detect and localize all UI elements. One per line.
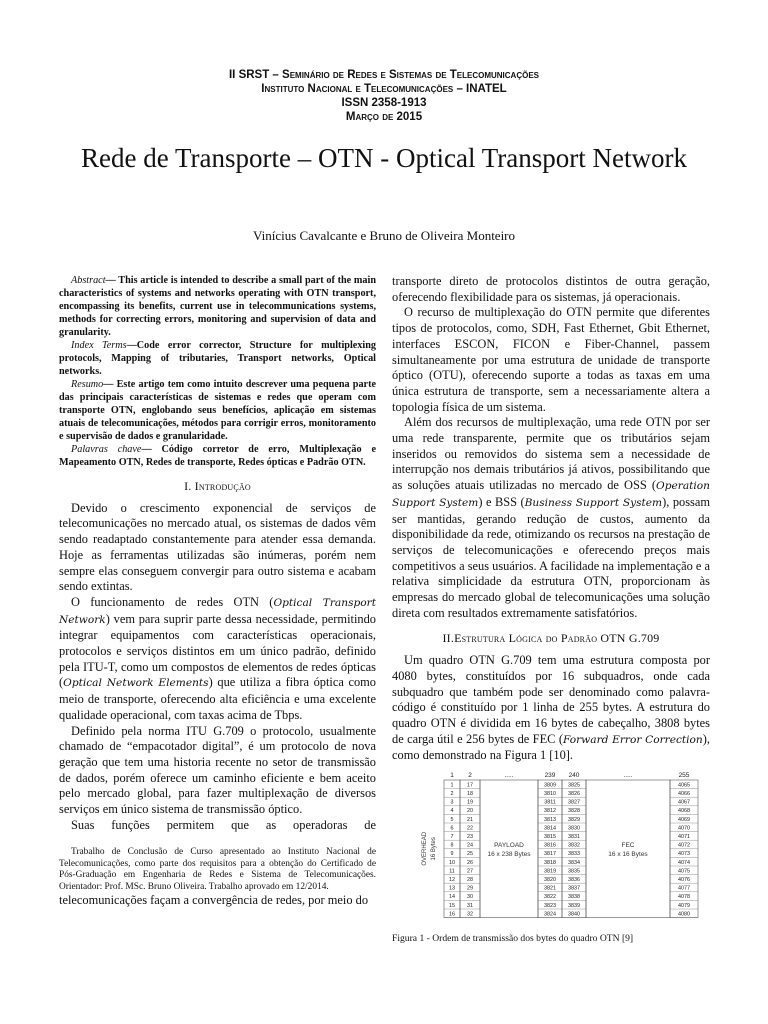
byte-cell-col1-15: 16 (449, 911, 455, 918)
byte-cell-col2-8: 25 (467, 851, 473, 858)
byte-cell-col239-10: 3819 (544, 868, 556, 875)
overhead-label: OVERHEAD (422, 832, 428, 866)
byte-cell-col239-5: 3814 (544, 825, 556, 832)
byte-cell-col240-12: 3837 (568, 885, 580, 892)
intro-paragraph-2 (59, 595, 376, 724)
byte-cell-col255-14: 4079 (678, 902, 690, 909)
byte-cell-col2-9: 26 (467, 859, 473, 866)
byte-cell-col255-15: 4080 (678, 911, 690, 918)
byte-cell-col2-5: 22 (467, 825, 473, 832)
byte-cell-col255-8: 4073 (678, 851, 690, 858)
column-header-5: ..... (623, 772, 633, 780)
byte-cell-col2-1: 18 (467, 791, 473, 798)
byte-cell-col240-8: 3833 (568, 851, 580, 858)
structure-p1-text-c: ), como demonstrado na Figura 1 [10]. (392, 731, 710, 763)
left-column-last-line: telecomunicações façam a convergência de redes, por meio do (59, 893, 369, 908)
byte-cell-col239-3: 3812 (544, 808, 556, 815)
section-2-heading: II.Estrutura Lógica do Padrão OTN G.709 (442, 631, 660, 646)
byte-cell-col240-15: 3840 (568, 911, 580, 918)
abstract-label: Abstract (71, 275, 106, 286)
byte-cell-col1-1: 2 (450, 791, 454, 798)
column-header-6: 255 (678, 772, 690, 780)
byte-cell-col255-1: 4066 (678, 791, 690, 798)
byte-cell-col239-8: 3817 (544, 851, 556, 858)
byte-cell-col240-9: 3834 (568, 859, 580, 866)
intro-p2-italic-b: Optical Transport Network (59, 596, 376, 626)
header-line-3: ISSN 2358-1913 (341, 97, 427, 109)
fec-sub-label: 16 x 16 Bytes (608, 850, 648, 858)
byte-cell-col240-10: 3835 (568, 868, 580, 875)
byte-cell-col239-6: 3815 (544, 834, 556, 841)
byte-cell-col255-2: 4067 (678, 799, 690, 806)
column-header-3: 239 (544, 772, 556, 780)
header-line-1: II SRST – Seminário de Redes e Sistemas de Telecomunicações (228, 69, 539, 81)
structure-p1-italic-b: Forward Error Correction (562, 733, 703, 746)
right-p2-italic-b: Operation Support System (392, 480, 710, 509)
byte-cell-col255-5: 4070 (678, 825, 690, 832)
byte-cell-col239-15: 3824 (544, 911, 556, 918)
intro-p2-italic-d: Optical Network Elements (63, 677, 209, 690)
palavras-text: — Código corretor de erro, Multiplexação e Mapeamento OTN, Redes de transporte, Redes ópticas e Padrão OTN. (59, 444, 376, 468)
byte-cell-col255-13: 4078 (678, 894, 690, 901)
byte-cell-col1-5: 6 (450, 825, 454, 832)
byte-cell-col2-2: 19 (467, 799, 473, 806)
byte-cell-col240-11: 3836 (568, 877, 580, 884)
byte-cell-col1-14: 15 (449, 902, 455, 909)
byte-cell-col1-0: 1 (450, 782, 454, 789)
byte-cell-col2-10: 27 (467, 868, 473, 875)
byte-cell-col2-4: 21 (467, 816, 473, 823)
byte-cell-col1-7: 8 (450, 842, 454, 849)
byte-cell-col255-7: 4072 (678, 842, 690, 849)
overhead-sub-label: 16 Bytes (431, 837, 437, 861)
byte-cell-col240-5: 3830 (568, 825, 580, 832)
right-p2-text-c: ) e BSS ( (478, 494, 525, 509)
byte-cell-col240-14: 3839 (568, 902, 580, 909)
paper-title: Rede de Transporte – OTN - Optical Transport Network (81, 143, 687, 173)
column-header-4: 240 (568, 772, 580, 780)
column-header-1: 2 (468, 772, 472, 780)
byte-cell-col2-0: 17 (467, 782, 473, 789)
structure-p1-text-a: Um quadro OTN G.709 tem uma estrutura composta por 4080 bytes, constituídos por 16 subquadros, onde cada subquadro que também pode ser denominado como palavra-código é constituído por 1 linha de 255 bytes. A estrutura do quadro OTN é dividida em 16 bytes de cabeçalho, 3808 bytes de carga útil e 256 bytes de FEC ( (392, 653, 710, 746)
right-p2-text-a: Além dos recursos de multiplexação, uma rede OTN por ser uma rede transparente, permite que os tributários sejam inseridos ou removidos do sistema sem a necessidade de interrupção nos demais tributários já ativos, possibilitando que as soluções atuais utilizadas no mercado de OSS ( (392, 415, 710, 493)
byte-cell-col240-3: 3828 (568, 808, 580, 815)
byte-cell-col1-6: 7 (450, 834, 454, 841)
intro-p2-text-e: ) que utiliza a fibra óptica como meio de transporte, oferecendo alta eficiência e uma excelente qualidade operacional, com taxas acima de Tbps. (59, 675, 377, 722)
byte-cell-col239-0: 3809 (544, 782, 556, 789)
figure-1-caption: Figura 1 - Ordem de transmissão dos bytes do quadro OTN [9] (392, 932, 634, 944)
paper-authors: Vinícius Cavalcante e Bruno de Oliveira Monteiro (252, 228, 516, 243)
abstract-text: — This article is intended to describe a small part of the main characteristics of systems and networks operating with OTN transport, encompassing its benefits, current use in telecommunications systems, methods for correcting errors, monitoring and supervision of data and granularity. (59, 275, 376, 338)
byte-cell-col1-8: 9 (450, 851, 454, 858)
byte-cell-col2-11: 28 (467, 877, 473, 884)
fec-label: FEC (621, 841, 635, 849)
byte-cell-col240-13: 3838 (568, 894, 580, 901)
byte-cell-col1-9: 10 (449, 859, 455, 866)
section-1-heading: I. Introdução (184, 479, 251, 493)
right-p2-text-e: ), possam ser mantidas, gerando redução de custos, aumento da disponibilidade da rede, otimizando os recursos na prestação de serviços de telecomunicações e oferecendo preços mais competitivos a seus usuários. A facilidade na implementação e a relativa simplicidade da estrutura OTN, proporcionam às empresas do mercado global de telecomunicações uma solução direta com resultados extremamente satisfatórios. (392, 494, 710, 620)
byte-cell-col240-2: 3827 (568, 799, 580, 806)
right-paragraph-2 (392, 415, 710, 621)
byte-cell-col2-13: 30 (467, 894, 473, 901)
byte-cell-col1-3: 4 (450, 808, 454, 815)
byte-cell-col1-11: 12 (449, 877, 455, 884)
byte-cell-col255-0: 4065 (678, 782, 690, 789)
intro-paragraph-4: Suas funções permitem que as operadoras de (71, 817, 376, 832)
byte-cell-col1-13: 14 (449, 894, 455, 901)
conference-header (0, 68, 768, 124)
intro-paragraph-1: Devido o crescimento exponencial de serviços de telecomunicações no mercado atual, os sistemas de dados vêm sendo readaptado constantemente para atender essa demanda. Hoje as ferramentas utilizadas são inúmeras, porém nem sempre elas conseguem convergir para outro sistema e acabam sendo extintas. (59, 500, 376, 594)
byte-cell-col2-14: 31 (467, 902, 473, 909)
byte-cell-col255-10: 4075 (678, 868, 690, 875)
byte-cell-col239-1: 3810 (544, 791, 556, 798)
byte-cell-col255-11: 4076 (678, 877, 690, 884)
header-line-2: Instituto Nacional e Telecomunicações – INATEL (261, 83, 507, 95)
byte-cell-col255-12: 4077 (678, 885, 690, 892)
byte-cell-col2-15: 32 (467, 911, 473, 918)
byte-cell-col240-6: 3831 (568, 834, 580, 841)
byte-cell-col2-7: 24 (467, 842, 473, 849)
byte-cell-col2-3: 20 (467, 808, 473, 815)
byte-cell-col239-13: 3822 (544, 894, 556, 901)
figure-1 (392, 770, 710, 946)
byte-cell-col255-4: 4069 (678, 816, 690, 823)
resumo-text: — Este artigo tem como intuito descrever uma pequena parte das principais características de sistemas e redes que operam com transporte OTN, englobando seus benefícios, aplicação em sistemas atuais de telecomunicações, métodos para corrigir erros, monitoramento e supervisão de dados e granularidade. (59, 379, 376, 442)
byte-cell-col255-9: 4074 (678, 859, 690, 866)
right-p2-italic-d: Business Support System (524, 496, 663, 509)
payload-label: PAYLOAD (494, 841, 524, 849)
right-column (392, 274, 710, 947)
byte-cell-col240-7: 3832 (568, 842, 580, 849)
palavras-label: Palavras chave (71, 444, 142, 455)
intro-paragraph-3: Definido pela norma ITU G.709 o protocolo, usualmente chamado de “empacotador digital”, é um protocolo de nova geração que tem uma historia recente no setor de transmissão de dados, porém oferece um caminho eficiente e bem aceito pelo mercado global, para fazer multiplexação de diversos serviços em único sistema de transmissão óptico. (59, 723, 376, 817)
byte-cell-col239-2: 3811 (544, 799, 556, 806)
right-paragraph-0: transporte direto de protocolos distintos de outra geração, oferecendo flexibilidade para os sistemas, já operacionais. (392, 274, 710, 304)
byte-cell-col239-4: 3813 (544, 816, 556, 823)
byte-cell-col239-9: 3818 (544, 859, 556, 866)
index-terms-label: Index Terms (71, 340, 127, 351)
byte-cell-col239-11: 3820 (544, 877, 556, 884)
column-header-0: 1 (450, 772, 454, 780)
right-paragraph-1: O recurso de multiplexação do OTN permite que diferentes tipos de protocolos, como, SDH, Fast Ethernet, Gbit Ethernet, interfaces ESCON, FICON e Fiber-Channel, passem simultaneamente por uma estrutura de unidade de transporte óptico (OTU), oferecendo suporte a todas as taxas em uma única estrutura de transporte, sem a necessariamente altera a topologia física de um sistema. (392, 305, 710, 414)
byte-cell-col2-12: 29 (467, 885, 473, 892)
otn-frame-diagram (392, 770, 710, 920)
byte-cell-col239-7: 3816 (544, 842, 556, 849)
index-terms-text: —Code error corrector, Structure for multiplexing protocols, Mapping of tributaries, Transport networks, Optical networks. (59, 340, 376, 377)
byte-cell-col255-6: 4071 (678, 834, 690, 841)
byte-cell-col239-12: 3821 (544, 885, 556, 892)
byte-cell-col1-12: 13 (449, 885, 455, 892)
byte-cell-col240-1: 3826 (568, 791, 580, 798)
byte-cell-col240-0: 3825 (568, 782, 580, 789)
abstract (59, 274, 376, 469)
byte-cell-col255-3: 4068 (678, 808, 690, 815)
footnote: Trabalho de Conclusão de Curso apresentado ao Instituto Nacional de Telecomunicações, como parte dos requisitos para a obtenção do Certificado de Pós-Graduação em Engenharia de Redes e Sistema de Telecomunicações. Orientador: Prof. MSc. Bruno Oliveira. Trabalho aprovado em 12/2014. (59, 847, 376, 892)
byte-cell-col1-2: 3 (450, 799, 454, 806)
byte-cell-col1-10: 11 (449, 868, 455, 875)
intro-p2-text-c: ) vem para suprir parte dessa necessidade, permitindo integrar equipamentos com características operacionais, protocolos e serviços distintos em um único padrão, definido pela ITU-T, como um compostos de elementos de redes ópticas ( (59, 611, 376, 690)
header-line-4: Março de 2015 (345, 111, 423, 123)
byte-cell-col1-4: 5 (450, 816, 454, 823)
column-header-2: ..... (504, 772, 514, 780)
intro-p2-text-a: O funcionamento de redes OTN ( (71, 594, 274, 609)
byte-cell-col2-6: 23 (467, 834, 473, 841)
left-column (59, 274, 376, 909)
structure-paragraph-1 (392, 653, 710, 764)
byte-cell-col240-4: 3829 (568, 816, 580, 823)
byte-cell-col239-14: 3823 (544, 902, 556, 909)
resumo-label: Resumo (71, 379, 104, 390)
payload-sub-label: 16 x 238 Bytes (487, 850, 531, 858)
